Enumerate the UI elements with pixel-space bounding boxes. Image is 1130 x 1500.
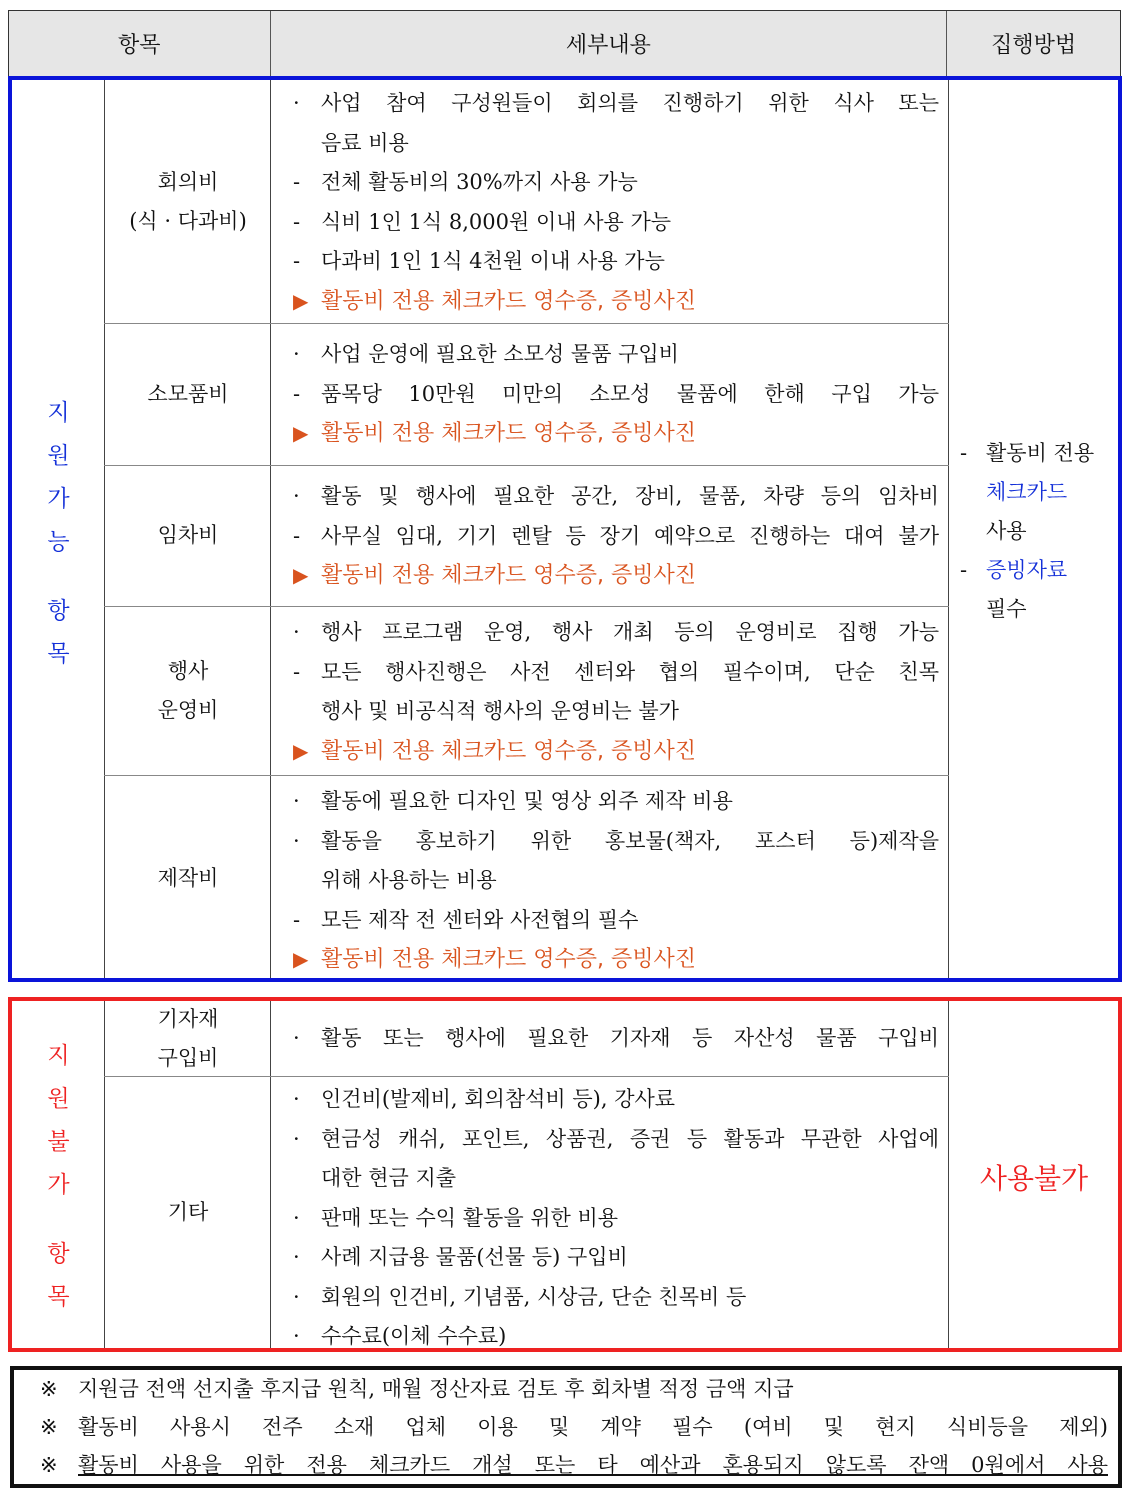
detail-line: · 판매 또는 수익 활동을 위한 비용 [293, 1205, 619, 1230]
header-item: 항목 [9, 11, 271, 76]
detail-line: · 회원의 인건비, 기념품, 시상금, 단순 친목비 등 [293, 1284, 747, 1309]
header-detail: 세부내용 [271, 11, 948, 76]
detail-line: · 활동을 홍보하기 위한 홍보물(책자, 포스터 등)제작을 [293, 828, 939, 853]
detail-line: 대한 현금 지출 [321, 1166, 457, 1190]
detail-equipment [271, 1019, 949, 1059]
note-item: ※ 활동비 사용시 전주 소재 업체 이용 및 계약 필수 (여비 및 현지 식비등을 제외) [40, 1408, 1108, 1446]
triangle-right-icon: ▶ [293, 947, 309, 971]
detail-line: · 사업 운영에 필요한 소모성 물품 구입비 [293, 342, 679, 366]
detail-line: · 현금성 캐쉬, 포인트, 상품권, 증권 등 활동과 무관한 사업에 [293, 1126, 939, 1151]
item-meeting-cost: 회의비 (식 · 다과비) [129, 169, 247, 233]
note-item: ※ 활동비 사용을 위한 전용 체크카드 개설 또는 타 예산과 혼용되지 않도록 잔액 0원에서 사용 [40, 1446, 1108, 1484]
evidence-line: ▶ 활동비 전용 체크카드 영수증, 증빙사진 [293, 940, 939, 980]
detail-line: · 활동 또는 행사에 필요한 기자재 등 자산성 물품 구입비 [293, 1026, 939, 1050]
detail-line: - 식비 1인 1식 8,000원 이내 사용 가능 [293, 209, 672, 234]
detail-line: - 품목당 10만원 미만의 소모성 물품에 한해 구입 가능 [293, 381, 939, 406]
reference-mark-icon: ※ [40, 1377, 58, 1401]
allowed-category-label: 지 원 가 능 항 목 [47, 400, 70, 667]
detail-line: · 사례 지급용 물품(선물 등) 구입비 [293, 1245, 628, 1269]
reference-mark-icon: ※ [40, 1453, 58, 1477]
detail-rental [271, 477, 949, 596]
detail-line: · 인건비(발제비, 회의참석비 등), 강사료 [293, 1087, 676, 1111]
notes-box [10, 1366, 1122, 1488]
item-supplies: 소모품비 [147, 381, 229, 406]
evidence-line: ▶ 활동비 전용 체크카드 영수증, 증빙사진 [293, 556, 939, 596]
item-equipment: 기자재 구입비 [157, 1006, 219, 1070]
header-method: 집행방법 [991, 33, 1077, 58]
evidence-line: ▶ 활동비 전용 체크카드 영수증, 증빙사진 [293, 414, 939, 454]
note-item: ※ 지원금 전액 선지출 후지급 원칙, 매월 정산자료 검토 후 회차별 적정 금액 지급 [40, 1370, 1108, 1408]
item-production: 제작비 [157, 866, 219, 890]
detail-line: 위해 사용하는 비용 [321, 868, 497, 892]
evidence-line: ▶ 활동비 전용 체크카드 영수증, 증빙사진 [293, 282, 939, 322]
detail-others [271, 1080, 949, 1357]
detail-line: · 사업 참여 구성원들이 회의를 진행하기 위한 식사 또는 [293, 91, 939, 115]
not-allowed-method: 사용불가 [979, 1162, 1089, 1195]
detail-line: - 전체 활동비의 30%까지 사용 가능 [293, 170, 638, 194]
item-rental: 임차비 [157, 523, 219, 547]
detail-line: · 활동 및 행사에 필요한 공간, 장비, 물품, 차량 등의 임차비 [293, 484, 939, 508]
triangle-right-icon: ▶ [293, 738, 309, 763]
evidence-line: ▶ 활동비 전용 체크카드 영수증, 증빙사진 [293, 732, 939, 772]
triangle-right-icon: ▶ [293, 421, 309, 445]
detail-line: - 모든 행사진행은 사전 센터와 협의 필수이며, 단순 친목 [293, 659, 939, 684]
item-event-operation: 행사 운영비 [157, 658, 219, 722]
reference-mark-icon: ※ [40, 1415, 58, 1439]
detail-line: · 수수료(이체 수수료) [293, 1324, 507, 1348]
allowed-method: - 활동비 전용 체크카드 사용 - 증빙자료 필수 [960, 441, 1095, 621]
not-allowed-category-label: 지 원 불 가 항 목 [47, 1043, 70, 1310]
detail-line: - 다과비 1인 1식 4천원 이내 사용 가능 [293, 249, 665, 273]
triangle-right-icon: ▶ [293, 563, 309, 587]
detail-supplies [271, 335, 949, 454]
not-allowed-items-section [8, 997, 1122, 1352]
triangle-right-icon: ▶ [293, 288, 309, 313]
detail-line: 음료 비용 [321, 130, 409, 155]
allowed-items-section [8, 76, 1122, 982]
detail-line: · 행사 프로그램 운영, 행사 개최 등의 운영비로 집행 가능 [293, 620, 939, 644]
detail-line: · 활동에 필요한 디자인 및 영상 외주 제작 비용 [293, 789, 733, 813]
detail-meeting-cost [271, 84, 949, 321]
detail-line: - 모든 제작 전 센터와 사전협의 필수 [293, 907, 639, 932]
table-header [8, 10, 1121, 77]
detail-event-operation [271, 613, 949, 771]
detail-production [271, 782, 949, 980]
item-others: 기타 [167, 1199, 209, 1224]
detail-line: 행사 및 비공식적 행사의 운영비는 불가 [321, 699, 679, 723]
detail-line: - 사무실 임대, 기기 렌탈 등 장기 예약으로 진행하는 대여 불가 [293, 523, 939, 548]
